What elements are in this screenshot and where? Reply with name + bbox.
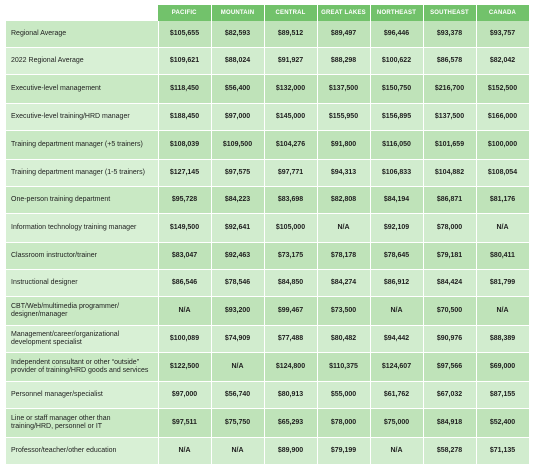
table-row: [6, 326, 529, 353]
salary-cell: $108,039: [158, 131, 211, 160]
salary-cell: $67,032: [423, 382, 476, 409]
salary-cell: $78,178: [317, 243, 370, 270]
salary-cell: $77,488: [264, 326, 317, 353]
salary-cell: $84,850: [264, 270, 317, 297]
table-row: [6, 243, 529, 270]
salary-cell: $118,450: [158, 75, 211, 104]
job-title-cell: Training department manager (+5 trainers): [6, 131, 158, 160]
salary-cell: $89,497: [317, 21, 370, 48]
job-title-cell: Executive-level training/HRD manager: [6, 104, 158, 131]
salary-cell: $80,913: [264, 382, 317, 409]
salary-cell: $127,145: [158, 160, 211, 187]
salary-cell: $92,641: [211, 214, 264, 243]
salary-cell: $104,276: [264, 131, 317, 160]
salary-cell: $132,000: [264, 75, 317, 104]
job-title-cell: Classroom instructor/trainer: [6, 243, 158, 270]
salary-cell: $100,000: [476, 131, 529, 160]
salary-cell: $93,378: [423, 21, 476, 48]
salary-cell: $52,400: [476, 409, 529, 438]
header-great-lakes: GREAT LAKES: [317, 5, 370, 21]
salary-cell: $97,566: [423, 353, 476, 382]
salary-cell: $87,155: [476, 382, 529, 409]
header-northeast: NORTHEAST: [370, 5, 423, 21]
salary-cell: $90,976: [423, 326, 476, 353]
salary-cell: $96,446: [370, 21, 423, 48]
salary-cell: $94,313: [317, 160, 370, 187]
salary-cell: $91,800: [317, 131, 370, 160]
table-row: [6, 21, 529, 48]
job-title-cell: Executive-level management: [6, 75, 158, 104]
job-title-cell: CBT/Web/multimedia programmer/ designer/manager: [6, 297, 158, 326]
salary-cell: $78,546: [211, 270, 264, 297]
header-pacific: PACIFIC: [158, 5, 211, 21]
header-corner: [6, 5, 158, 21]
salary-cell: $84,194: [370, 187, 423, 214]
header-canada: CANADA: [476, 5, 529, 21]
salary-cell: $109,500: [211, 131, 264, 160]
salary-cell: $152,500: [476, 75, 529, 104]
table-row: [6, 48, 529, 75]
salary-cell: $101,659: [423, 131, 476, 160]
salary-cell: $108,054: [476, 160, 529, 187]
salary-cell: N/A: [211, 353, 264, 382]
job-title-cell: 2022 Regional Average: [6, 48, 158, 75]
salary-cell: $61,762: [370, 382, 423, 409]
salary-cell: $71,135: [476, 438, 529, 465]
salary-cell: $95,728: [158, 187, 211, 214]
salary-cell: $105,655: [158, 21, 211, 48]
salary-cell: $80,482: [317, 326, 370, 353]
salary-cell: N/A: [158, 438, 211, 465]
salary-cell: $97,771: [264, 160, 317, 187]
salary-cell: $83,047: [158, 243, 211, 270]
salary-cell: $73,500: [317, 297, 370, 326]
header-row: [6, 5, 529, 21]
salary-cell: $83,698: [264, 187, 317, 214]
job-title-cell: Regional Average: [6, 21, 158, 48]
salary-cell: $94,442: [370, 326, 423, 353]
salary-cell: $105,000: [264, 214, 317, 243]
salary-cell: $106,833: [370, 160, 423, 187]
salary-cell: $216,700: [423, 75, 476, 104]
job-title-cell: Personnel manager/specialist: [6, 382, 158, 409]
salary-cell: $91,927: [264, 48, 317, 75]
salary-cell: N/A: [476, 297, 529, 326]
job-title-cell: Training department manager (1-5 trainers): [6, 160, 158, 187]
salary-cell: $89,900: [264, 438, 317, 465]
table-row: [6, 214, 529, 243]
table-body: [6, 21, 529, 465]
salary-cell: $82,808: [317, 187, 370, 214]
salary-cell: $92,463: [211, 243, 264, 270]
salary-cell: $99,467: [264, 297, 317, 326]
salary-cell: $75,000: [370, 409, 423, 438]
salary-cell: $74,909: [211, 326, 264, 353]
salary-cell: $155,950: [317, 104, 370, 131]
salary-cell: $65,293: [264, 409, 317, 438]
header-southeast: SOUTHEAST: [423, 5, 476, 21]
salary-cell: $79,181: [423, 243, 476, 270]
salary-cell: $58,278: [423, 438, 476, 465]
salary-cell: $145,000: [264, 104, 317, 131]
salary-cell: $79,199: [317, 438, 370, 465]
salary-cell: $88,298: [317, 48, 370, 75]
regional-salary-table: [6, 5, 530, 465]
salary-cell: $88,389: [476, 326, 529, 353]
table-row: [6, 187, 529, 214]
salary-cell: N/A: [370, 438, 423, 465]
salary-cell: $100,089: [158, 326, 211, 353]
salary-cell: $110,375: [317, 353, 370, 382]
salary-cell: $82,042: [476, 48, 529, 75]
salary-cell: $78,000: [317, 409, 370, 438]
salary-cell: $100,622: [370, 48, 423, 75]
table-row: [6, 409, 529, 438]
table-row: [6, 438, 529, 465]
salary-cell: $97,511: [158, 409, 211, 438]
salary-cell: N/A: [211, 438, 264, 465]
job-title-cell: Line or staff manager other than training/HRD, personnel or IT: [6, 409, 158, 438]
salary-cell: $93,200: [211, 297, 264, 326]
salary-cell: $92,109: [370, 214, 423, 243]
salary-cell: $70,500: [423, 297, 476, 326]
salary-cell: $81,799: [476, 270, 529, 297]
header-central: CENTRAL: [264, 5, 317, 21]
salary-cell: $84,223: [211, 187, 264, 214]
table-row: [6, 382, 529, 409]
salary-cell: $124,607: [370, 353, 423, 382]
table-row: [6, 353, 529, 382]
salary-cell: $82,593: [211, 21, 264, 48]
job-title-cell: Information technology training manager: [6, 214, 158, 243]
salary-cell: $80,411: [476, 243, 529, 270]
table-row: [6, 270, 529, 297]
salary-cell: N/A: [476, 214, 529, 243]
table-row: [6, 297, 529, 326]
salary-cell: $84,424: [423, 270, 476, 297]
table-row: [6, 104, 529, 131]
table-row: [6, 131, 529, 160]
salary-cell: $56,740: [211, 382, 264, 409]
salary-cell: $97,000: [211, 104, 264, 131]
salary-cell: $166,000: [476, 104, 529, 131]
salary-cell: $109,621: [158, 48, 211, 75]
job-title-cell: One-person training department: [6, 187, 158, 214]
job-title-cell: Instructional designer: [6, 270, 158, 297]
salary-cell: $86,871: [423, 187, 476, 214]
salary-cell: $84,274: [317, 270, 370, 297]
salary-cell: $122,500: [158, 353, 211, 382]
salary-cell: N/A: [158, 297, 211, 326]
salary-cell: $124,800: [264, 353, 317, 382]
salary-cell: $156,895: [370, 104, 423, 131]
salary-cell: $93,757: [476, 21, 529, 48]
salary-cell: N/A: [370, 297, 423, 326]
job-title-cell: Professor/teacher/other education: [6, 438, 158, 465]
header-mountain: MOUNTAIN: [211, 5, 264, 21]
salary-cell: $97,575: [211, 160, 264, 187]
table-row: [6, 160, 529, 187]
salary-cell: $84,918: [423, 409, 476, 438]
salary-cell: $116,050: [370, 131, 423, 160]
salary-cell: $78,000: [423, 214, 476, 243]
salary-cell: $86,578: [423, 48, 476, 75]
salary-cell: $81,176: [476, 187, 529, 214]
salary-cell: $97,000: [158, 382, 211, 409]
salary-cell: $78,645: [370, 243, 423, 270]
salary-cell: $86,912: [370, 270, 423, 297]
salary-cell: $88,024: [211, 48, 264, 75]
salary-cell: $89,512: [264, 21, 317, 48]
table-row: [6, 75, 529, 104]
salary-cell: $73,175: [264, 243, 317, 270]
salary-cell: $86,546: [158, 270, 211, 297]
salary-cell: $188,450: [158, 104, 211, 131]
salary-cell: $55,000: [317, 382, 370, 409]
salary-cell: N/A: [317, 214, 370, 243]
salary-cell: $104,882: [423, 160, 476, 187]
salary-cell: $150,750: [370, 75, 423, 104]
salary-cell: $137,500: [423, 104, 476, 131]
salary-cell: $137,500: [317, 75, 370, 104]
salary-cell: $75,750: [211, 409, 264, 438]
job-title-cell: Independent consultant or other “outside” provider of training/HRD goods and services: [6, 353, 158, 382]
salary-cell: $69,000: [476, 353, 529, 382]
salary-cell: $56,400: [211, 75, 264, 104]
salary-cell: $149,500: [158, 214, 211, 243]
job-title-cell: Management/career/organizational development specialist: [6, 326, 158, 353]
